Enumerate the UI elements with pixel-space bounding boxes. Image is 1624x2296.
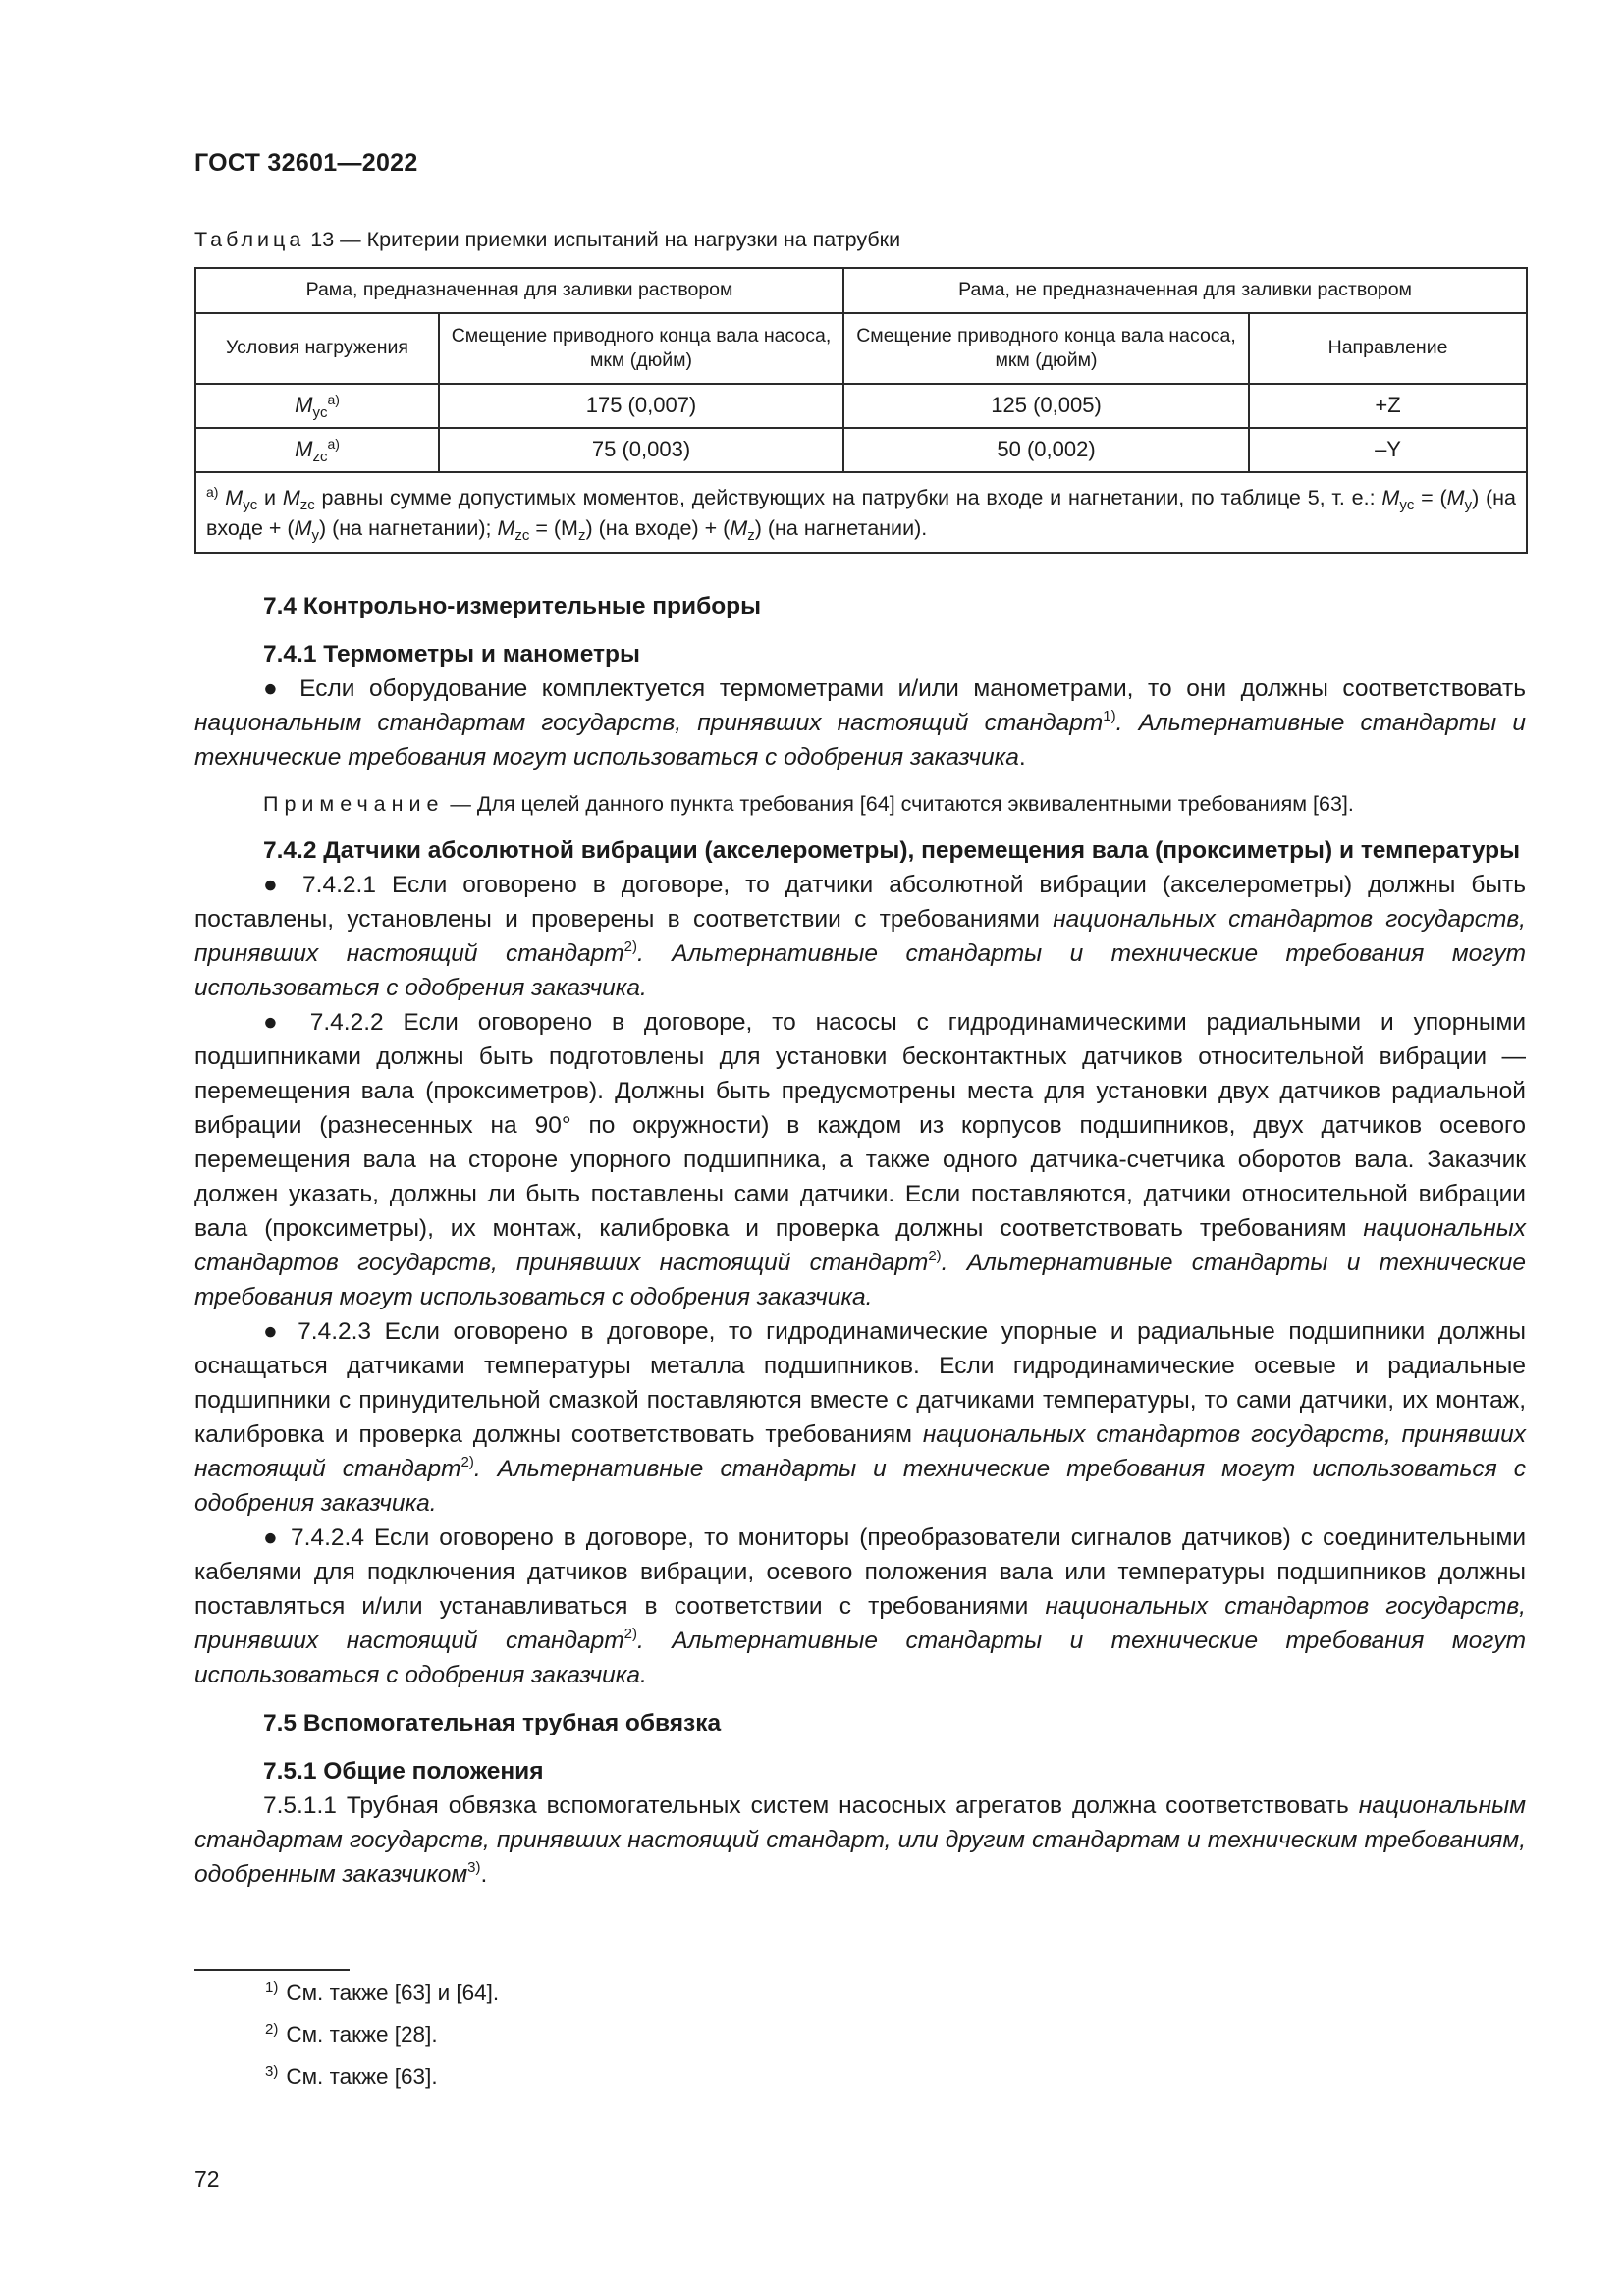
document-body (194, 579, 1526, 1892)
cell-load-condition: $M_{zc}^{а)}$ (195, 428, 439, 472)
heading-7-5-1: 7.5.1 Общие положения (263, 1758, 544, 1785)
paragraph-7-4-2-2: ● 7.4.2.2 Если оговорено в договоре, то насосы с гидродинамическими радиальными и упорными подшипниками должны быть подготовлены для установки бесконтактных датчиков относительной вибрации — перемещения вала (проксиметров). Должны быть предусмотрены места для установки двух датчиков радиальной вибрации (разнесенных на 90° по окружности) в каждом из корпусов подшипников, двух датчиков осевого перемещения вала на стороне упорного подшипника, а также одного датчика-счетчика оборотов вала. Заказчик должен указать, должны ли быть поставлены сами датчики. Если поставляются, датчики относительной вибрации вала (проксиметры), их монтаж, калибровка и проверка должны соответствовать требованиям национальных стандартов государств, принявших настоящий стандарт$^{2)}$. Альтернативные стандарты и технические требования могут использоваться с одобрения заказчика. (194, 1009, 1526, 1310)
table-caption-text: 13 — Критерии приемки испытаний на нагрузки на патрубки (304, 228, 901, 251)
heading-7-4-1: 7.4.1 Термометры и манометры (263, 641, 640, 667)
col-header-direction: Направление (1249, 313, 1527, 384)
cell-offset-ungrouted: 125 (0,005) (843, 384, 1249, 428)
note-7-4-1: Примечание — Для целей данного пункта требования [64] считаются эквивалентными требованиям [63]. (263, 792, 1354, 816)
heading-7-5: 7.5 Вспомогательная трубная обвязка (263, 1710, 722, 1736)
heading-7-4-2: 7.4.2 Датчики абсолютной вибрации (акселерометры), перемещения вала (проксиметры) и температуры (263, 837, 1521, 864)
footnote-separator (194, 1969, 350, 1971)
page-number: 72 (194, 2166, 220, 2192)
cell-offset-grouted: 175 (0,007) (439, 384, 843, 428)
table-caption-label: Таблица (194, 228, 305, 251)
paragraph-7-4-2-4: ● 7.4.2.4 Если оговорено в договоре, то мониторы (преобразователи сигналов датчиков) с соединительными кабелями для подключения датчиков вибрации, осевого положения вала или температуры подшипников должны поставляться и/или устанавливаться в соответствии с требованиями национальных стандартов государств, принявших настоящий стандарт$^{2)}$. Альтернативные стандарты и технические требования могут использоваться с одобрения заказчика. (194, 1524, 1526, 1688)
col-header-offset-ungrouted: Смещение приводного конца вала насоса, мкм (дюйм) (843, 313, 1249, 384)
paragraph-7-4-2-1: ● 7.4.2.1 Если оговорено в договоре, то датчики абсолютной вибрации (акселерометры) должны быть поставлены, установлены и проверены в соответствии с требованиями национальных стандартов государств, принявших настоящий стандарт$^{2)}$. Альтернативные стандарты и технические требования могут использоваться с одобрения заказчика. (194, 872, 1526, 1001)
cell-offset-grouted: 75 (0,003) (439, 428, 843, 472)
group-ungrouted-frame: Рама, не предназначенная для заливки раствором (843, 268, 1527, 313)
group-grouted-frame: Рама, предназначенная для заливки раствором (195, 268, 843, 313)
table-caption (194, 228, 900, 252)
cell-load-condition: $M_{yc}^{а)}$ (195, 384, 439, 428)
footnote-2: $^{2)}$ См. также [28]. (265, 2021, 438, 2047)
paragraph-7-5-1-1: 7.5.1.1 Трубная обвязка вспомогательных систем насосных агрегатов должна соответствовать национальным стандартам государств, принявших настоящий стандарт, или другим стандартам и техническим требованиям, одобренным заказчиком$^{3)}$. (194, 1792, 1526, 1888)
table-column-header-row (195, 313, 1527, 384)
document-header: ГОСТ 32601—2022 (194, 149, 418, 177)
table-row (195, 428, 1527, 472)
col-header-offset-grouted: Смещение приводного конца вала насоса, мкм (дюйм) (439, 313, 843, 384)
footnote-1: $^{1)}$ См. также [63] и [64]. (265, 1979, 500, 2004)
page-footnotes (265, 1979, 499, 2106)
paragraph-7-4-1: ● Если оборудование комплектуется термометрами и/или манометрами, то они должны соответствовать национальным стандартам государств, принявших настоящий стандарт$^{1)}$. Альтернативные стандарты и технические требования могут использоваться с одобрения заказчика. (194, 675, 1526, 771)
table-group-header-row (195, 268, 1527, 313)
col-header-conditions: Условия нагружения (195, 313, 439, 384)
cell-direction: +Z (1249, 384, 1527, 428)
table-footnote: $^{а)}$ $M_{yc}$ и $M_{zc}$ равны сумме допустимых моментов, действующих на патрубки на входе и нагнетании, по таблице 5, т. е.: $M_{yc} = (M_y)$ (на входе + $(M_y)$ (на нагнетании); $M_{zc} = (M_z)$ (на входе) + $(M_z)$ (на нагнетании). (195, 472, 1527, 553)
footnote-3: $^{3)}$ См. также [63]. (265, 2063, 438, 2089)
table-row (195, 384, 1527, 428)
paragraph-7-4-2-3: ● 7.4.2.3 Если оговорено в договоре, то гидродинамические упорные и радиальные подшипники должны оснащаться датчиками температуры металла подшипников. Если гидродинамические осевые и радиальные подшипники с принудительной смазкой поставляются вместе с датчиками температуры, то сами датчики, их монтаж, калибровка и проверка должны соответствовать требованиям национальных стандартов государств, принявших настоящий стандарт$^{2)}$. Альтернативные стандарты и технические требования могут использоваться с одобрения заказчика. (194, 1318, 1526, 1517)
cell-offset-ungrouted: 50 (0,002) (843, 428, 1249, 472)
table-footnote-row (195, 472, 1527, 553)
heading-7-4: 7.4 Контрольно-измерительные приборы (263, 593, 762, 619)
acceptance-criteria-table (194, 267, 1528, 554)
cell-direction: –Y (1249, 428, 1527, 472)
